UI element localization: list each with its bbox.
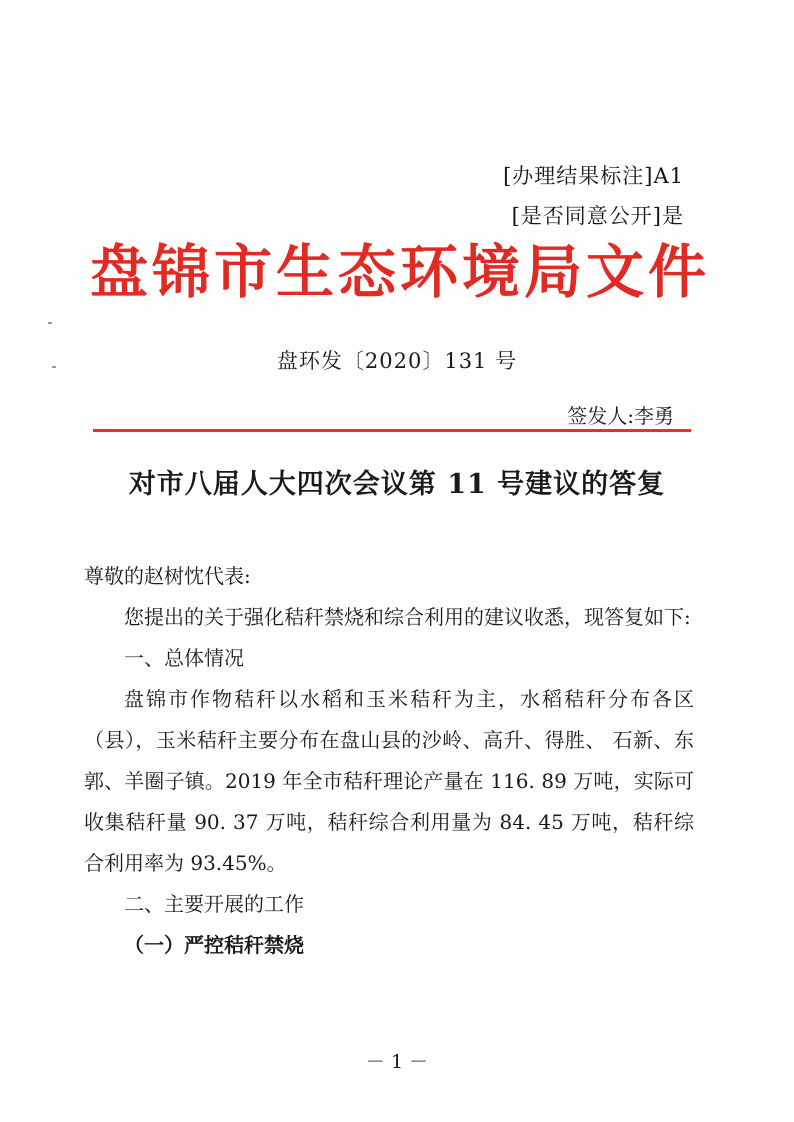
section-heading-overview: 一、总体情况 bbox=[124, 646, 244, 670]
result-annotation: [办理结果标注]A1 bbox=[503, 164, 684, 188]
document-title: 对市八届人大四次会议第 11 号建议的答复 bbox=[128, 469, 666, 500]
document-number: 盘环发〔2020〕131 号 bbox=[276, 349, 518, 373]
scan-mark bbox=[48, 322, 52, 324]
overview-paragraph: 盘锦市作物秸秆以水稻和玉米秸秆为主，水稻秸秆分布各区（县），玉米秸秆主要分布在盘山县的沙岭、高升、得胜、 石新、东郭、羊圈子镇。2019 年全市秸秆理论产量在 116. 89 万吨，实际可收集秸秆量 90. 37 万吨，秸秆综合利用量为 84. 45 万吨，秸秆综合利用率为 93.45%。 bbox=[84, 687, 694, 875]
salutation: 尊敬的赵树忱代表: bbox=[84, 564, 251, 588]
page-number: － 1 － bbox=[365, 1051, 429, 1073]
subsection-heading-burning-control: （一）严控秸秆禁烧 bbox=[124, 933, 304, 957]
agency-header-title: 盘锦市生态环境局文件 bbox=[90, 238, 711, 306]
red-divider-line bbox=[93, 429, 691, 432]
document-body bbox=[84, 556, 694, 966]
public-consent-annotation: [是否同意公开]是 bbox=[511, 204, 684, 228]
section-heading-work: 二、主要开展的工作 bbox=[124, 892, 304, 916]
issuer-signature: 签发人:李勇 bbox=[567, 404, 674, 428]
intro-paragraph: 您提出的关于强化秸秆禁烧和综合利用的建议收悉，现答复如下: bbox=[124, 605, 691, 629]
